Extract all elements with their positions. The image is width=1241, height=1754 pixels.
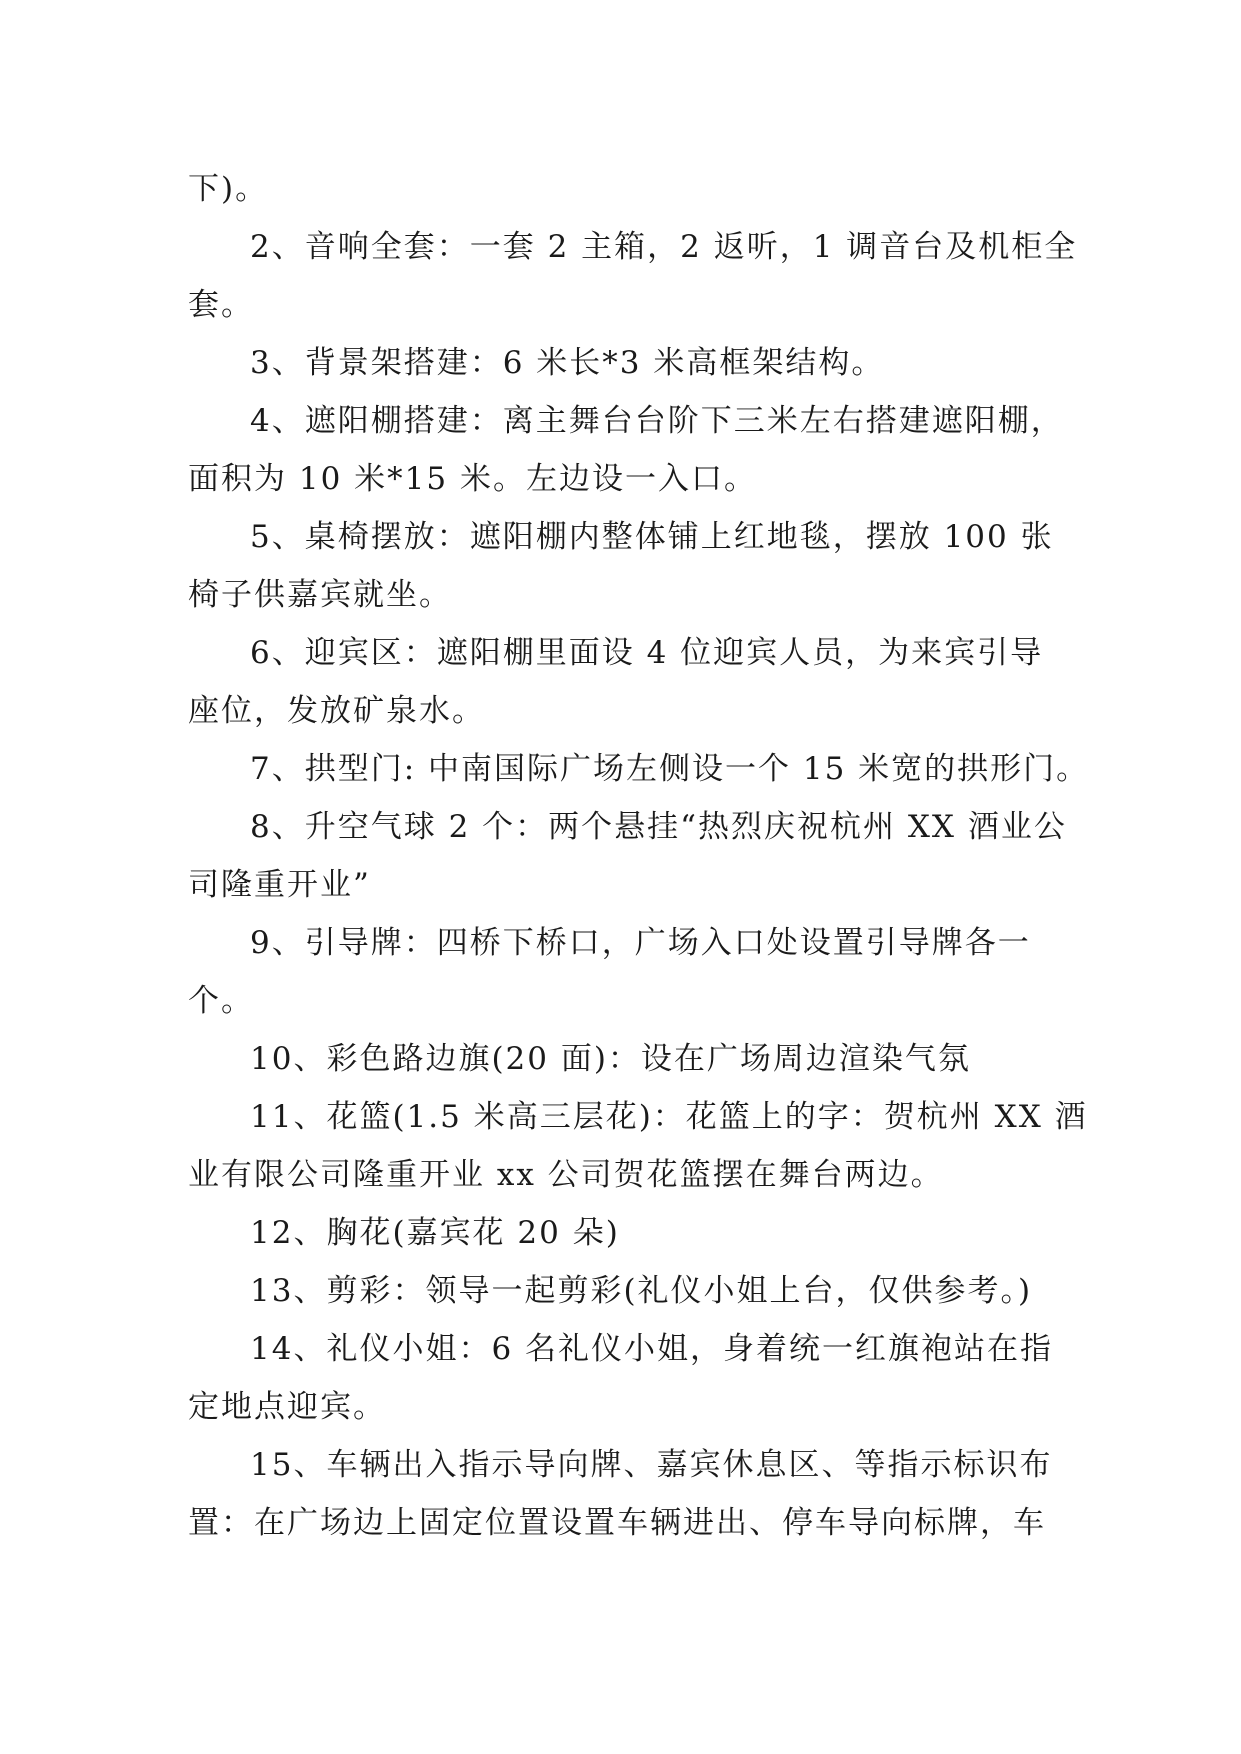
document-body [188,160,1090,1552]
text-line: 业有限公司隆重开业 xx 公司贺花篮摆在舞台两边。 [188,1157,944,1193]
text-line: 6、迎宾区：遮阳棚里面设 4 位迎宾人员，为来宾引导 [250,635,1044,671]
text-line: 5、桌椅摆放：遮阳棚内整体铺上红地毯，摆放 100 张 [250,519,1054,555]
text-line: 下)。 [188,171,269,207]
text-line: 个。 [188,983,254,1019]
text-line: 10、彩色路边旗(20 面)：设在广场周边渲染气氛 [250,1041,971,1077]
text-line: 定地点迎宾。 [188,1389,386,1425]
text-line: 13、剪彩：领导一起剪彩(礼仪小姐上台，仅供参考。) [250,1273,1033,1309]
text-line: 15、车辆出入指示导向牌、嘉宾休息区、等指示标识布 [250,1447,1053,1483]
text-line: 4、遮阳棚搭建：离主舞台台阶下三米左右搭建遮阳棚， [250,403,1064,439]
text-line: 11、花篮(1.5 米高三层花)：花篮上的字：贺杭州 XX 酒 [250,1099,1088,1135]
text-line: 9、引导牌：四桥下桥口，广场入口处设置引导牌各一 [250,925,1031,961]
text-line: 面积为 10 米*15 米。左边设一入口。 [188,461,757,497]
text-line: 7、拱型门: 中南国际广场左侧设一个 15 米宽的拱形门。 [250,751,1090,787]
text-line: 司隆重开业” [188,867,371,903]
text-line: 座位，发放矿泉水。 [188,693,485,729]
text-line: 12、胸花(嘉宾花 20 朵) [250,1215,620,1251]
text-line: 2、音响全套：一套 2 主箱，2 返听，1 调音台及机柜全 [250,229,1078,265]
text-line: 8、升空气球 2 个：两个悬挂“热烈庆祝杭州 XX 酒业公 [250,809,1067,845]
text-line: 椅子供嘉宾就坐。 [188,577,452,613]
text-line: 14、礼仪小姐：6 名礼仪小姐，身着统一红旗袍站在指 [250,1331,1054,1367]
text-line: 3、背景架搭建：6 米长*3 米高框架结构。 [250,345,885,381]
text-line: 套。 [188,287,254,323]
text-line: 置：在广场边上固定位置设置车辆进出、停车导向标牌，车 [188,1505,1046,1541]
